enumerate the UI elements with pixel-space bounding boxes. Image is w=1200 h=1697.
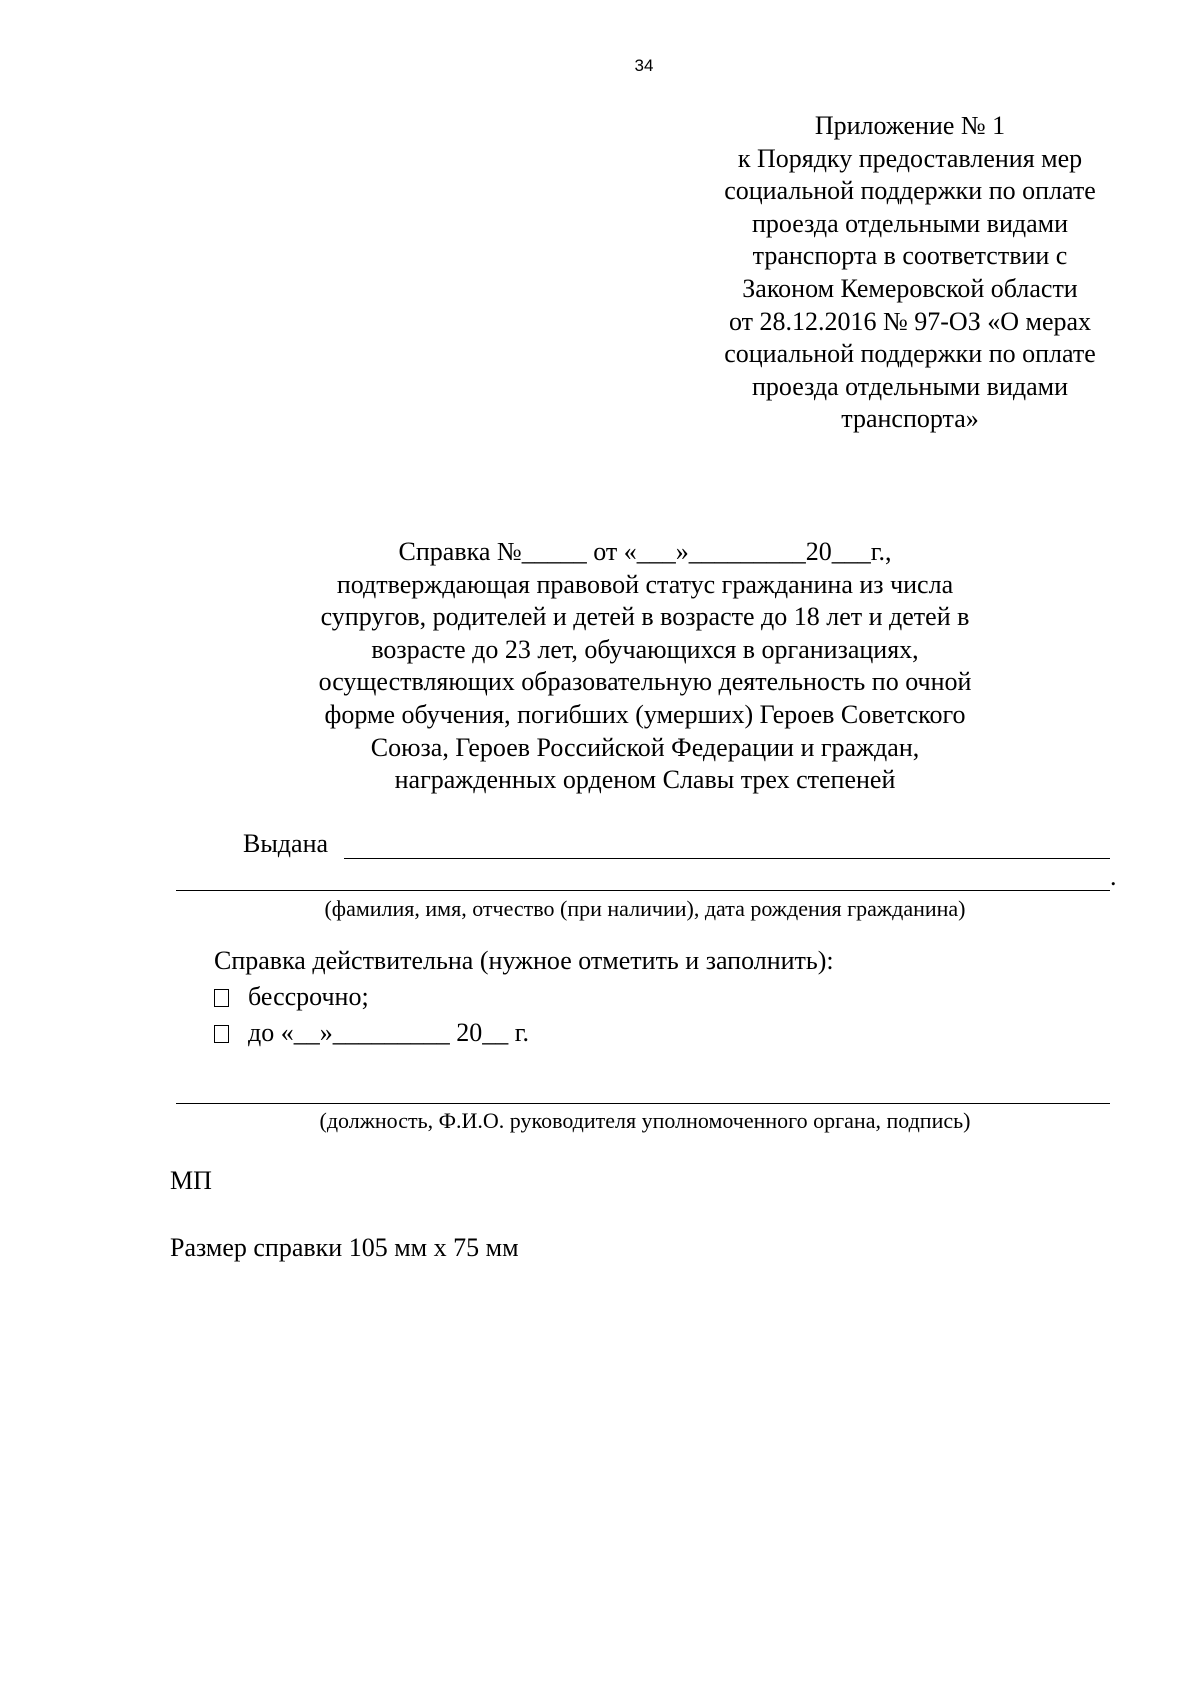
- issued-hint: (фамилия, имя, отчество (при наличии), дата рождения гражданина): [324, 896, 966, 921]
- title-line: Союза, Героев Российской Федерации и граждан,: [370, 732, 920, 762]
- validity-label: Справка действительна (нужное отметить и заполнить):: [214, 946, 834, 975]
- checkbox-icon[interactable]: [214, 989, 229, 1007]
- title-line: форме обучения, погибших (умерших) Героев Советского: [324, 699, 966, 729]
- appendix-line: Приложение № 1: [814, 111, 1006, 140]
- issued-to-line-1[interactable]: [344, 858, 1110, 859]
- page-number: 34: [634, 56, 654, 75]
- issued-to-line-2[interactable]: [176, 890, 1110, 891]
- appendix-line: социальной поддержки по оплате: [724, 176, 1096, 206]
- title-line: подтверждающая правовой статус гражданина из числа: [336, 569, 954, 599]
- issued-label: Выдана: [243, 829, 329, 858]
- signature-hint: (должность, Ф.И.О. руководителя уполномоченного органа, подпись): [319, 1108, 971, 1133]
- signature-line[interactable]: [176, 1103, 1110, 1104]
- option-indefinite[interactable]: [214, 981, 369, 1013]
- appendix-line: от 28.12.2016 № 97-ОЗ «О мерах: [728, 306, 1092, 336]
- title-line: награжденных орденом Славы трех степеней: [394, 765, 896, 795]
- appendix-line: социальной поддержки по оплате: [724, 339, 1096, 369]
- certificate-title: [200, 536, 1090, 797]
- appendix-line: к Порядку предоставления мер: [737, 143, 1083, 173]
- appendix-line: транспорта в соответствии с: [752, 241, 1068, 271]
- title-line: осуществляющих образовательную деятельность по очной: [318, 667, 972, 697]
- option-label: до «__»_________ 20__ г.: [248, 1018, 529, 1047]
- appendix-header: [700, 110, 1120, 436]
- title-line: возрасте до 23 лет, обучающихся в организациях,: [371, 634, 919, 664]
- appendix-line: проезда отдельными видами: [751, 371, 1068, 401]
- size-note: Размер справки 105 мм х 75 мм: [170, 1233, 519, 1262]
- appendix-line: транспорта»: [841, 404, 979, 434]
- checkbox-icon[interactable]: [214, 1025, 229, 1043]
- appendix-line: Законом Кемеровской области: [742, 273, 1078, 303]
- stamp-label: МП: [170, 1166, 212, 1195]
- option-label: бессрочно;: [248, 982, 369, 1011]
- title-line: супругов, родителей и детей в возрасте до 18 лет и детей в: [320, 602, 970, 632]
- appendix-line: проезда отдельными видами: [751, 208, 1068, 238]
- title-line: Справка №_____ от «___»_________20___г.,: [398, 537, 892, 566]
- option-until-date[interactable]: [214, 1017, 529, 1049]
- issued-end-mark: .: [1110, 862, 1117, 891]
